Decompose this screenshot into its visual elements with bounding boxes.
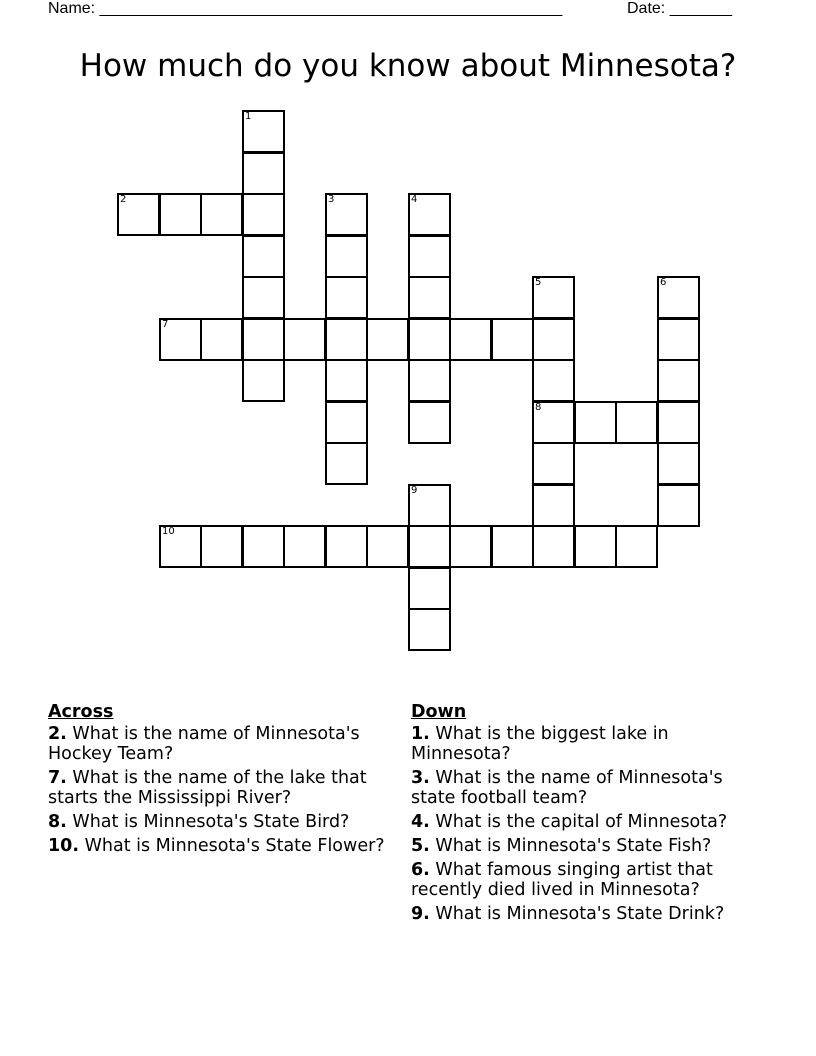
- clue-down-4: [411, 812, 771, 832]
- crossword-cell[interactable]: [532, 276, 575, 319]
- clue-number: 4.: [411, 812, 430, 832]
- crossword-cell[interactable]: [532, 525, 575, 568]
- clue-text: What is the capital of Minnesota?: [435, 812, 728, 832]
- clue-number: 7.: [48, 768, 67, 788]
- crossword-cell[interactable]: [242, 235, 285, 278]
- crossword-cell[interactable]: [200, 193, 243, 236]
- crossword-cell[interactable]: [408, 401, 451, 444]
- clue-text: What is the biggest lake in Minnesota?: [411, 724, 669, 764]
- down-heading: Down: [411, 702, 467, 722]
- crossword-cell[interactable]: [657, 318, 700, 361]
- crossword-cell[interactable]: [366, 318, 409, 361]
- crossword-cell[interactable]: [242, 152, 285, 195]
- crossword-cell[interactable]: [408, 608, 451, 651]
- clue-across-10: [48, 836, 398, 856]
- cell-number: 8: [535, 402, 542, 413]
- crossword-cell[interactable]: [200, 318, 243, 361]
- crossword-cell[interactable]: [366, 525, 409, 568]
- cell-number: 5: [535, 277, 542, 288]
- clue-number: 8.: [48, 812, 67, 832]
- crossword-cell[interactable]: [242, 193, 285, 236]
- clue-text: What is the name of Minnesota's Hockey Team?: [48, 724, 360, 764]
- down-clues: [411, 702, 771, 928]
- crossword-cell[interactable]: [242, 276, 285, 319]
- cell-number: 6: [660, 277, 667, 288]
- cell-number: 1: [245, 111, 252, 122]
- crossword-cell[interactable]: [283, 318, 326, 361]
- clue-text: What is Minnesota's State Drink?: [435, 904, 725, 924]
- clue-across-7: [48, 768, 398, 808]
- crossword-cell[interactable]: [532, 442, 575, 485]
- clue-down-1: [411, 724, 771, 764]
- crossword-cell[interactable]: [408, 193, 451, 236]
- crossword-cell[interactable]: [532, 359, 575, 402]
- crossword-cell[interactable]: [408, 525, 451, 568]
- crossword-cell[interactable]: [657, 442, 700, 485]
- crossword-cell[interactable]: [408, 276, 451, 319]
- clue-number: 10.: [48, 836, 80, 856]
- cell-number: 3: [328, 194, 335, 205]
- crossword-cell[interactable]: [159, 525, 202, 568]
- clue-number: 5.: [411, 836, 430, 856]
- clue-across-2: [48, 724, 398, 764]
- clue-text: What is the name of Minnesota's state football team?: [411, 768, 723, 808]
- crossword-cell[interactable]: [325, 359, 368, 402]
- cell-number: 2: [120, 194, 127, 205]
- crossword-cell[interactable]: [449, 318, 492, 361]
- across-heading: Across: [48, 702, 114, 722]
- name-field[interactable]: Name: ____________________________________________________: [48, 0, 563, 17]
- crossword-cell[interactable]: [325, 442, 368, 485]
- crossword-cell[interactable]: [657, 484, 700, 527]
- cell-number: 10: [162, 526, 175, 537]
- crossword-cell[interactable]: [449, 525, 492, 568]
- crossword-cell[interactable]: [532, 484, 575, 527]
- clue-down-9: [411, 904, 771, 924]
- crossword-cell[interactable]: [657, 359, 700, 402]
- clue-down-6: [411, 860, 771, 900]
- crossword-cell[interactable]: [325, 276, 368, 319]
- clue-down-3: [411, 768, 771, 808]
- crossword-cell[interactable]: [408, 235, 451, 278]
- clue-text: What is the name of the lake that starts the Mississippi River?: [48, 768, 367, 808]
- date-field[interactable]: Date: _______: [627, 0, 732, 17]
- clue-text: What is Minnesota's State Flower?: [84, 836, 385, 856]
- clue-number: 9.: [411, 904, 430, 924]
- crossword-cell[interactable]: [242, 318, 285, 361]
- cell-number: 7: [162, 319, 169, 330]
- crossword-cell[interactable]: [159, 193, 202, 236]
- crossword-cell[interactable]: [615, 525, 658, 568]
- crossword-cell[interactable]: [574, 401, 617, 444]
- clue-number: 2.: [48, 724, 67, 744]
- clue-down-5: [411, 836, 771, 856]
- crossword-cell[interactable]: [117, 193, 160, 236]
- crossword-cell[interactable]: [532, 401, 575, 444]
- cell-number: 4: [411, 194, 418, 205]
- crossword-cell[interactable]: [325, 235, 368, 278]
- clue-text: What is Minnesota's State Bird?: [72, 812, 350, 832]
- crossword-cell[interactable]: [657, 401, 700, 444]
- crossword-cell[interactable]: [242, 359, 285, 402]
- clue-text: What famous singing artist that recently died lived in Minnesota?: [411, 860, 713, 900]
- crossword-cell[interactable]: [325, 193, 368, 236]
- crossword-cell[interactable]: [325, 318, 368, 361]
- crossword-cell[interactable]: [657, 276, 700, 319]
- crossword-cell[interactable]: [491, 525, 534, 568]
- clue-number: 3.: [411, 768, 430, 788]
- clue-number: 1.: [411, 724, 430, 744]
- clue-across-8: [48, 812, 398, 832]
- crossword-cell[interactable]: [200, 525, 243, 568]
- crossword-cell[interactable]: [325, 525, 368, 568]
- crossword-cell[interactable]: [408, 567, 451, 610]
- crossword-cell[interactable]: [325, 401, 368, 444]
- crossword-cell[interactable]: [532, 318, 575, 361]
- page-title: How much do you know about Minnesota?: [79, 48, 737, 84]
- crossword-cell[interactable]: [408, 484, 451, 527]
- clue-number: 6.: [411, 860, 430, 880]
- crossword-cell[interactable]: [615, 401, 658, 444]
- across-clues: [48, 702, 398, 860]
- crossword-cell[interactable]: [491, 318, 534, 361]
- crossword-cell[interactable]: [574, 525, 617, 568]
- crossword-cell[interactable]: [159, 318, 202, 361]
- crossword-cell[interactable]: [408, 318, 451, 361]
- crossword-cell[interactable]: [242, 525, 285, 568]
- clue-text: What is Minnesota's State Fish?: [435, 836, 712, 856]
- crossword-cell[interactable]: [242, 110, 285, 153]
- crossword-cell[interactable]: [408, 359, 451, 402]
- crossword-cell[interactable]: [283, 525, 326, 568]
- cell-number: 9: [411, 485, 418, 496]
